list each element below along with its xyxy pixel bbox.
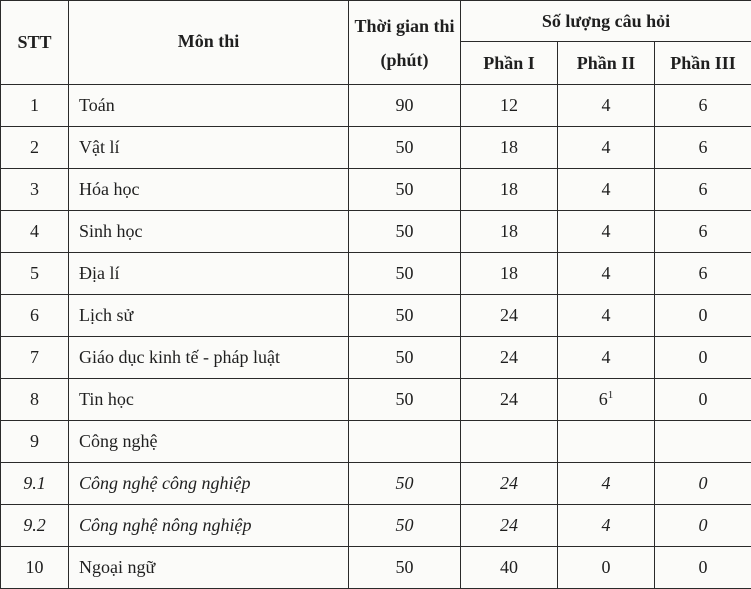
cell-subject (69, 295, 349, 337)
table-row (1, 295, 751, 337)
cell-time-text: 50 (396, 305, 414, 325)
cell-part-1-text: 24 (500, 515, 518, 535)
cell-part-3-text: 0 (699, 347, 708, 367)
cell-part-3-text: 0 (699, 389, 708, 409)
cell-subject-text: Công nghệ nông nghiệp (79, 515, 252, 535)
cell-part-1 (461, 337, 558, 379)
cell-part-3 (655, 547, 751, 589)
cell-part-3 (655, 85, 751, 127)
cell-stt-text: 3 (30, 179, 39, 199)
header-part-1: Phần I (461, 42, 558, 85)
cell-part-2 (558, 463, 655, 505)
cell-part-2 (558, 505, 655, 547)
cell-time (349, 169, 461, 211)
cell-stt-text: 4 (30, 221, 39, 241)
cell-part-1 (461, 169, 558, 211)
cell-time-text: 50 (396, 263, 414, 283)
cell-subject (69, 211, 349, 253)
cell-part-1-text: 18 (500, 221, 518, 241)
cell-part-3-text: 0 (699, 473, 708, 493)
cell-part-2-text: 4 (602, 347, 611, 367)
table-row (1, 169, 751, 211)
cell-subject-text: Sinh học (79, 221, 143, 241)
cell-part-3-text: 0 (699, 515, 708, 535)
cell-part-2-text: 4 (602, 473, 611, 493)
table-row (1, 253, 751, 295)
cell-time-text: 50 (396, 515, 414, 535)
cell-part-1 (461, 295, 558, 337)
cell-stt (1, 505, 69, 547)
cell-stt (1, 337, 69, 379)
cell-part-3-text: 6 (699, 137, 708, 157)
cell-subject (69, 85, 349, 127)
cell-part-1-text: 24 (500, 473, 518, 493)
cell-time (349, 337, 461, 379)
cell-subject (69, 127, 349, 169)
header-part-3: Phần III (655, 42, 751, 85)
cell-part-2 (558, 295, 655, 337)
cell-time (349, 85, 461, 127)
cell-part-1-text: 12 (500, 95, 518, 115)
cell-part-3-text: 6 (699, 95, 708, 115)
cell-stt (1, 421, 69, 463)
cell-part-2-text: 4 (602, 95, 611, 115)
cell-part-2 (558, 379, 655, 421)
cell-part-3-text: 0 (699, 557, 708, 577)
cell-part-3 (655, 337, 751, 379)
cell-part-1-text: 24 (500, 347, 518, 367)
header-subject: Môn thi (69, 1, 349, 85)
cell-time (349, 547, 461, 589)
cell-subject-text: Tin học (79, 389, 134, 409)
table-row (1, 505, 751, 547)
cell-part-1-text: 40 (500, 557, 518, 577)
cell-time (349, 253, 461, 295)
cell-part-3-text: 6 (699, 221, 708, 241)
cell-stt (1, 463, 69, 505)
cell-part-1 (461, 547, 558, 589)
cell-part-1-text: 18 (500, 263, 518, 283)
cell-part-1 (461, 421, 558, 463)
cell-part-2-text: 4 (602, 515, 611, 535)
cell-part-3-text: 0 (699, 305, 708, 325)
cell-subject (69, 547, 349, 589)
cell-part-2-text: 0 (602, 557, 611, 577)
cell-part-2-text: 4 (602, 305, 611, 325)
cell-part-2-text: 4 (602, 221, 611, 241)
cell-part-1 (461, 505, 558, 547)
header-row-1 (1, 1, 751, 42)
header-question-count: Số lượng câu hỏi (461, 1, 751, 42)
cell-stt-text: 5 (30, 263, 39, 283)
cell-part-2 (558, 547, 655, 589)
cell-time (349, 295, 461, 337)
cell-subject (69, 505, 349, 547)
cell-time (349, 127, 461, 169)
cell-stt (1, 169, 69, 211)
cell-subject (69, 337, 349, 379)
cell-part-2 (558, 211, 655, 253)
cell-part-1-text: 18 (500, 137, 518, 157)
cell-stt (1, 253, 69, 295)
cell-time (349, 421, 461, 463)
header-time: Thời gian thi (phút) (349, 1, 461, 85)
cell-part-3-text: 6 (699, 179, 708, 199)
cell-stt (1, 127, 69, 169)
cell-part-2 (558, 337, 655, 379)
cell-subject-text: Công nghệ (79, 431, 158, 451)
cell-stt (1, 85, 69, 127)
cell-subject-text: Địa lí (79, 263, 120, 283)
cell-time (349, 379, 461, 421)
cell-stt-text: 7 (30, 347, 39, 367)
cell-part-1 (461, 211, 558, 253)
table-row (1, 85, 751, 127)
cell-subject (69, 253, 349, 295)
cell-time-text: 50 (396, 179, 414, 199)
cell-part-1 (461, 127, 558, 169)
cell-subject-text: Hóa học (79, 179, 139, 199)
header-stt: STT (1, 1, 69, 85)
cell-part-3 (655, 253, 751, 295)
cell-time-text: 50 (396, 389, 414, 409)
cell-part-1-text: 18 (500, 179, 518, 199)
cell-subject-text: Giáo dục kinh tế - pháp luật (79, 347, 280, 367)
cell-subject-text: Ngoại ngữ (79, 557, 155, 577)
cell-part-1 (461, 463, 558, 505)
cell-time (349, 505, 461, 547)
cell-subject (69, 421, 349, 463)
cell-subject (69, 379, 349, 421)
table-row (1, 211, 751, 253)
cell-part-2-text: 4 (602, 263, 611, 283)
cell-subject-text: Công nghệ công nghiệp (79, 473, 250, 493)
cell-subject (69, 169, 349, 211)
cell-stt-text: 8 (30, 389, 39, 409)
cell-part-2-text: 4 (602, 137, 611, 157)
table-row (1, 379, 751, 421)
cell-part-1 (461, 253, 558, 295)
table-row (1, 337, 751, 379)
cell-time (349, 211, 461, 253)
cell-time-text: 50 (396, 347, 414, 367)
cell-time-text: 50 (396, 557, 414, 577)
cell-part-3 (655, 127, 751, 169)
cell-part-3 (655, 421, 751, 463)
cell-stt (1, 295, 69, 337)
cell-subject-text: Lịch sử (79, 305, 133, 325)
table-row (1, 421, 751, 463)
table-row (1, 127, 751, 169)
cell-stt-text: 2 (30, 137, 39, 157)
cell-stt (1, 211, 69, 253)
cell-stt-text: 1 (30, 95, 39, 115)
cell-stt-text: 10 (26, 557, 44, 577)
cell-stt-text: 9 (30, 431, 39, 451)
cell-time-text: 50 (396, 137, 414, 157)
cell-part-2-text: 6 (599, 389, 608, 409)
cell-time-text: 90 (396, 95, 414, 115)
cell-stt-text: 9.1 (23, 473, 46, 493)
cell-part-3 (655, 505, 751, 547)
cell-part-3 (655, 379, 751, 421)
cell-part-2 (558, 421, 655, 463)
cell-subject-text: Vật lí (79, 137, 120, 157)
cell-stt (1, 547, 69, 589)
cell-part-2 (558, 253, 655, 295)
cell-part-2 (558, 127, 655, 169)
cell-part-3 (655, 169, 751, 211)
cell-part-2-text: 4 (602, 179, 611, 199)
table-row (1, 547, 751, 589)
cell-part-1 (461, 379, 558, 421)
cell-part-2 (558, 169, 655, 211)
cell-subject-text: Toán (79, 95, 115, 115)
cell-stt-text: 9.2 (23, 515, 46, 535)
header-part-2: Phần II (558, 42, 655, 85)
table-row (1, 463, 751, 505)
footnote-marker: 1 (608, 389, 614, 401)
cell-part-3 (655, 295, 751, 337)
cell-part-1 (461, 85, 558, 127)
cell-part-2 (558, 85, 655, 127)
cell-part-3-text: 6 (699, 263, 708, 283)
cell-part-3 (655, 211, 751, 253)
cell-time (349, 463, 461, 505)
cell-time-text: 50 (396, 221, 414, 241)
cell-part-1-text: 24 (500, 305, 518, 325)
cell-time-text: 50 (396, 473, 414, 493)
cell-stt (1, 379, 69, 421)
cell-stt-text: 6 (30, 305, 39, 325)
cell-part-3 (655, 463, 751, 505)
cell-subject (69, 463, 349, 505)
cell-part-1-text: 24 (500, 389, 518, 409)
